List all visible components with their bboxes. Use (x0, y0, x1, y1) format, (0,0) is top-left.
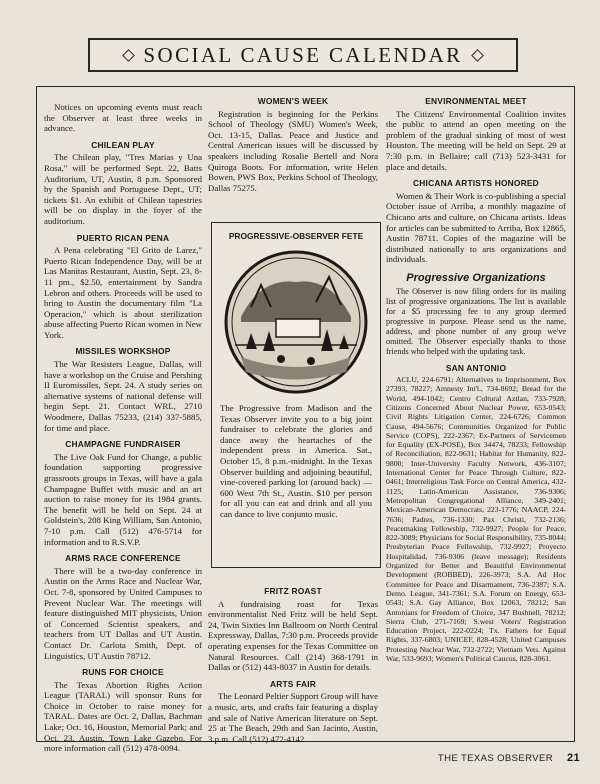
event-chilean-play (44, 140, 202, 227)
event-heading: CHILEAN PLAY (91, 139, 155, 150)
column-middle-lower (208, 586, 378, 748)
event-environmental-meet (386, 96, 566, 172)
event-runs-for-choice (44, 667, 202, 754)
event-heading: ENVIRONMENTAL MEET (425, 96, 527, 106)
event-missiles-workshop (44, 346, 202, 433)
page-banner (88, 38, 518, 72)
event-text: Registration is beginning for the Perkins School of Theology (SMU) Women's Week, Oct. 13-15, Dallas. Peace and Justice and Central American issues will be discussed by speakers including Rosalie Bertell and Nora Quiroga Boots. For information, write Helen Bowen, PWS Box, Perkins School of Theology, Dallas 75275. (208, 108, 378, 193)
page-number: 21 (566, 752, 580, 764)
page-footer (0, 752, 580, 764)
event-heading: CHICANA ARTISTS HONORED (413, 178, 539, 189)
event-chicana-artists (386, 178, 566, 265)
san-antonio-directory: ACLU, 224-6791; Alternatives to Imprisonment, Box 27393, 78227; Amnesty Int'l., 734-8692; Bread for the World, 494-1042; Centro Cultural Aztlan, 733-7928; Citizens Concerned About Nuclear Power, 653-0543; Civil Rights Litigation Center, 224-6726; Common Cause, 494-5676; Communities Organized for Public Service (COPS), 222-2367; Ex-Partners of Servicemen for Equality (EX-POSE), Box 34474, 78233; Fellowship of Reconciliation, 822-9631; Habitat for Humanity, 822-9800; Inter-University Faculty Network, 436-3107; International Center for Peace Through Culture, 822-0461; Interreligious Task Force on Central America, 432-1125; Latin-American Assistance, 736-9306; Metropolitan Congregational Alliance, 349-2401; Mexican-American Democrats, 223-1776; NAACP, 224-7636; Padres, 736-1330; Pax Christi, 732-2136; Peacemaking Fellowship, 732-9927; People for Peace, 822-3089; Physicians for Social Responsibility, 735-8044; Presbyterian Peace Fellowship, 732-9927; Proyecto Hospitalidad, 736-9306 (leave message); Residents Organized for Better and Beautiful Environmental Development (ROBBED), 226-3973; S.A. Ad Hoc Committee for Peace and Disarmament, 736-2387; S.A. Demo. League, 341-7361; S.A. Forum on Energy, 653-0543; S.A. Gay Alliance, Box 12063, 78212; San Antonians for Freedom of Choice, 347 Bushnell, 78212; Sierra Club, 271-7169; S.west Voters' Registration Education Project, 222-0224; Tx. Fathers for Equal Rights, 337-6803; UNICEF, 828-4528; United Campuses Protesting Nuclear War, 732-2722; Vietnam Vets. Against War, 533-9693; Women's Political Caucus, 828-3061. (386, 375, 566, 663)
event-text: The Citizens' Environmental Coalition invites the public to attend an open meeting on the problem of the gradual sinking of most of west Houston. The meeting will be held on Sept. 29 at 7:30 p.m. in Bellaire; call (713) 523-3431 for place and details. (386, 108, 566, 172)
event-heading: ARTS FAIR (269, 678, 316, 689)
progressive-organizations-note: The Observer is now filing orders for its mailing list of progressive organizations. The list is available for a $5 processing fee to any group deemed progressive in purpose. Please send us the name, address, and phone number of any group we've omitted. The Observer especially thanks to those friends who helped with the updating task. (386, 286, 566, 356)
event-text: A fundraising roast for Texas environmentalist Ned Fritz will be held Sept. 24, Twin Sixties Inn Ballroom on North Central Expressway, Dallas, 7:30 p.m. Proceeds provide operating expenses for the Texas Committee on Natural Resources. Call (214) 368-1791 in Dallas or (512) 443-8037 in Austin for details. (208, 598, 378, 673)
column-middle (208, 96, 378, 197)
event-champagne-fundraiser (44, 439, 202, 547)
column-left (44, 96, 202, 758)
event-arms-race-conference (44, 553, 202, 661)
event-womens-week (208, 96, 378, 193)
fete-text: The Progressive from Madison and the Texas Observer invite you to a big joint fundraiser to celebrate the glories and dance away the heartaches of the independent press in America. Sat., October 15, 8 p.m.-midnight. In the Texas Observer building and adjoining beautiful, vine-covered parking lot (around back) — 600 West 7th St., Austin. $10 per person for all you can eat and drink and all you can dance to live conjunto music. (220, 403, 372, 519)
event-heading: ARMS RACE CONFERENCE (65, 553, 181, 564)
event-text: The Texas Abortion Rights Action League (TARAL) will sponsor Runs for Choice in October to raise money for TARAL. Dates are Oct. 2, Dallas, Bachman Lake; Oct. 16, Houston, Memorial Park; and Oct. 23, Austin, Town Lake Gazebo. For more information call (512) 478-0094. (44, 679, 202, 754)
page-title: SOCIAL CAUSE CALENDAR (143, 42, 463, 67)
event-text: There will be a two-day conference in Austin on the Arms Race and Nuclear War, Oct. 7-8, sponsored by United Campuses to Prevent Nuclear War. The meetings will feature distinguished MIT physicists, Union of Concerned Scientist speakers, and teachers from UT Dallas and UT Austin. Contact Dr. Carlota Smith, Dept. of Linguistics, UT Austin 78712. (44, 565, 202, 661)
progressive-organizations-heading: Progressive Organizations (406, 271, 546, 284)
event-puerto-rican-pena (44, 233, 202, 341)
event-heading: CHAMPAGNE FUNDRAISER (65, 439, 181, 450)
diamond-ornament-icon (123, 49, 136, 62)
fete-box (211, 222, 381, 568)
publication-name: THE TEXAS OBSERVER (437, 753, 553, 764)
event-text: A Pena celebrating "El Grito de Larez," Puerto Rican Independence Day, will be at Las Manitas Restaurant, Austin, Sept. 23, 8-11 pm., $2.50, entertainment by Sandra Lebron and others. Proceeds will be used to bring to Austin the documentary film "La Operacion," which is about sterilization abuse affecting Puerto Rican women in New York. (44, 245, 202, 340)
event-heading: PUERTO RICAN PENA (76, 232, 170, 243)
column-right (386, 96, 566, 667)
woodcut-illustration-icon (221, 247, 371, 397)
event-text: The War Resisters League, Dallas, will have a workshop on the Cruise and Pershing II Euromissiles, Sept. 24. A study series on alternative systems of national defense will begin Sept. 21. Contact WRL, 2710 Woodmere, Dallas 75233, (214) 337-5885, for time and place. (44, 359, 202, 433)
intro-note: Notices on upcoming events must reach the Observer at least three weeks in advance. (44, 102, 202, 134)
event-fritz-roast (208, 586, 378, 673)
event-text: The Chilean play, "Tres Marias y Una Rosa," will be performed Sept. 22, Batts Auditorium, UT, Austin, 8 p.m. Sponsored by the Spanish and Portuguese Dept., UT; tickets $1. An exhibit of Chilean tapestries will be on display in the foyer of the auditorium. (44, 152, 202, 226)
event-heading: FRITZ ROAST (264, 586, 322, 596)
event-heading: MISSILES WORKSHOP (75, 346, 171, 357)
event-text: The Live Oak Fund for Change, a public foundation supporting progressive grassroots groups in Texas, will have a gala Champagne Buffet with music and an art auction to raise money for its 1984 grants. The benefit will be held on Sept. 24 at Goldstein's, 208 King William, San Antonio, 7-10 p.m. Call (512) 476-5714 for information and to R.S.V.P. (44, 451, 202, 547)
san-antonio-heading: SAN ANTONIO (445, 362, 507, 373)
event-text: Women & Their Work is co-publishing a special October issue of Arriba, a monthly magazine of Chicano arts and culture, on Chicana artists. Ideas for articles can be submitted to Arriba, Box 12865, Austin 78711. Copies of the magazine will be distributed nationally to arts organizations and individuals. (386, 190, 567, 265)
event-arts-fair (208, 679, 378, 745)
diamond-ornament-icon (471, 49, 484, 62)
event-text: The Leonard Peltier Support Group will have a music, arts, and crafts fair featuring a display and sale of Native American literature on Sept. 25 at The Beach, 29th and San Jacinto, Austin, 3 p.m. Call (512) 472-4142. (208, 691, 378, 744)
event-heading: WOMEN'S WEEK (257, 96, 329, 106)
fete-heading: PROGRESSIVE-OBSERVER FETE (228, 231, 364, 241)
event-heading: RUNS FOR CHOICE (82, 667, 164, 678)
